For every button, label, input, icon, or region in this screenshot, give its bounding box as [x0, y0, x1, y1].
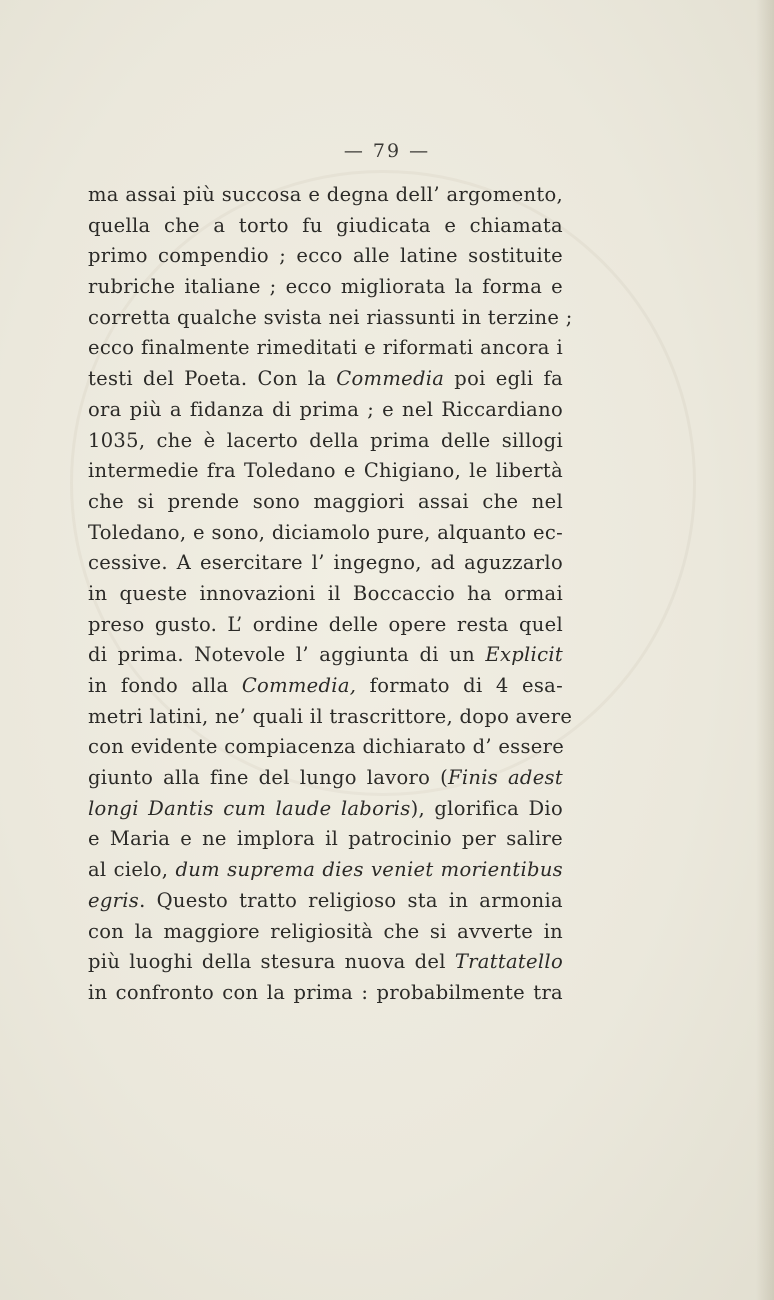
- text-line: [88, 487, 563, 518]
- italic-text-span: Trattatello: [454, 950, 563, 974]
- italic-text-span: dum suprema dies veniet morientibus: [175, 858, 563, 882]
- text-span: Toledano, e sono, diciamolo pure, alquanto ec-: [88, 520, 563, 544]
- text-span: ma assai più succosa e degna dell’ argomento,: [88, 183, 563, 206]
- text-line: [88, 303, 573, 334]
- text-line: [88, 426, 563, 457]
- page-number: — 79 —: [343, 140, 431, 162]
- text-line: [88, 364, 563, 395]
- text-span: in queste innovazioni il Boccaccio ha ormai: [88, 581, 563, 605]
- text-line: [88, 824, 563, 855]
- text-span: rubriche italiane ; ecco migliorata la forma e: [88, 275, 563, 299]
- text-line: [88, 763, 563, 794]
- text-line: [88, 640, 563, 671]
- text-line: [88, 917, 563, 948]
- text-span: di prima. Notevole l’ aggiunta di un: [88, 643, 486, 667]
- text-span: 1035, che è lacerto della prima delle sillogi: [88, 428, 563, 452]
- text-span: preso gusto. L’ ordine delle opere resta quel: [88, 612, 563, 636]
- text-line: [88, 333, 563, 364]
- text-line: [88, 180, 563, 211]
- text-line: [88, 241, 563, 272]
- text-line: [88, 610, 563, 641]
- text-span: testi del Poeta. Con la: [88, 367, 337, 391]
- body-text: [88, 180, 573, 1009]
- text-span: metri latini, ne’ quali il trascrittore, dopo avere: [88, 704, 573, 728]
- text-span: ), glorifica Dio: [410, 796, 563, 820]
- text-line: [88, 211, 563, 242]
- italic-text-span: Commedia,: [241, 674, 357, 697]
- text-line: [88, 947, 563, 978]
- text-span: in fondo alla: [88, 674, 242, 697]
- text-span: giunto alla fine del lungo lavoro (: [88, 766, 449, 790]
- text-line: [88, 579, 563, 610]
- text-span: al cielo,: [88, 858, 176, 882]
- text-line: [88, 671, 563, 702]
- text-span: cessive. A esercitare l’ ingegno, ad aguzzarlo: [88, 551, 563, 575]
- italic-text-span: Explicit: [485, 643, 563, 667]
- text-line: [88, 272, 563, 303]
- text-line: [88, 855, 563, 886]
- text-span: . Questo tratto religioso sta in armonia: [139, 888, 563, 912]
- text-span: ecco finalmente rimeditati e riformati ancora i: [88, 336, 563, 360]
- text-span: ora più a fidanza di prima ; e nel Riccardiano: [88, 397, 563, 421]
- text-line: [88, 732, 563, 763]
- italic-text-span: longi Dantis cum laude laboris: [88, 796, 411, 820]
- text-span: quella che a torto fu giudicata e chiamata: [88, 213, 563, 237]
- text-line: [88, 794, 563, 825]
- text-line: [88, 518, 563, 549]
- text-line: [88, 978, 563, 1009]
- text-span: con evidente compiacenza dichiarato d’ essere: [88, 735, 565, 759]
- italic-text-span: egris: [88, 888, 140, 912]
- text-span: poi egli fa: [444, 367, 563, 391]
- italic-text-span: Finis adest: [448, 766, 563, 790]
- text-line: [88, 456, 563, 487]
- text-span: e Maria e ne implora il patrocinio per salire: [88, 827, 563, 851]
- text-line: [88, 702, 573, 733]
- text-span: con la maggiore religiosità che si avverte in: [88, 919, 563, 943]
- text-span: che si prende sono maggiori assai che nel: [88, 489, 563, 513]
- text-span: intermedie fra Toledano e Chigiano, le libertà: [88, 459, 563, 483]
- italic-text-span: Commedia: [336, 367, 445, 391]
- text-line: [88, 548, 563, 579]
- text-span: primo compendio ; ecco alle latine sostituite: [88, 244, 563, 268]
- text-line: [88, 886, 563, 917]
- text-span: in confronto con la prima : probabilmente tra: [88, 980, 563, 1004]
- text-line: [88, 395, 563, 426]
- page-edge-shadow: [756, 0, 774, 1300]
- text-span: più luoghi della stesura nuova del: [88, 950, 455, 974]
- text-span: corretta qualche svista nei riassunti in terzine ;: [88, 305, 573, 329]
- text-span: formato di 4 esa-: [356, 674, 563, 697]
